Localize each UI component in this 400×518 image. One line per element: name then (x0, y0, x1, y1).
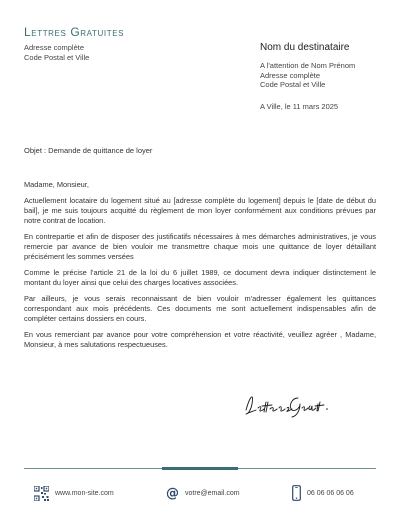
footer-phone-text: 06 06 06 06 06 (307, 489, 354, 497)
footer-email-text: votre@email.com (185, 489, 240, 497)
letter-body (24, 180, 376, 356)
footer-phone[interactable] (292, 484, 354, 502)
brand-logo: Lettres Gratuites (24, 25, 125, 39)
letter-date: A Ville, le 11 mars 2025 (260, 101, 339, 111)
footer-accent-bar (162, 467, 238, 470)
sender-address: Adresse complète (24, 43, 85, 52)
sender-postal: Code Postal et Ville (24, 52, 90, 62)
qr-code-icon (34, 486, 49, 501)
footer (0, 482, 400, 504)
letter-subject: Objet : Demande de quittance de loyer (24, 146, 153, 155)
recipient-block (260, 42, 355, 111)
recipient-name: Nom du destinataire (260, 42, 350, 53)
footer-website-text: www.mon-site.com (55, 489, 114, 497)
mobile-phone-icon (292, 485, 301, 501)
at-sign-icon: @ (166, 485, 179, 501)
letter-paragraph-2: En contrepartie et afin de disposer des justificatifs nécessaires à mes démarches administratives, je vous remercie par avance de bien vouloir me transmettre chaque mois une quittance de loyer détaillant précisément les sommes versées (24, 231, 376, 262)
footer-website[interactable] (34, 484, 114, 502)
letter-paragraph-3: Comme le précise l'article 21 de la loi du 6 juillet 1989, ce document devra indiquer distinctement le montant du loyer ainsi que celui des charges locatives associées. (24, 267, 376, 288)
letter-greeting: Madame, Monsieur, (24, 180, 89, 189)
letter-paragraph-4: Par ailleurs, je vous serais reconnaissant de bien vouloir m'adresser également les quittances correspondant aux mois précédents. Ces documents me sont actuellement indispensables afin de compléter certains dossiers en cours. (24, 293, 376, 324)
recipient-postal: Code Postal et Ville (260, 80, 326, 89)
letter-paragraph-5: En vous remerciant par avance pour votre compréhension et votre réactivité, veuillez agréer , Madame, Monsieur, à mes salutations respectueuses. (24, 329, 376, 350)
letter-paragraph-1: Actuellement locataire du logement situé au [adresse complète du logement] depuis le [date de début du bail], je me suis toujours acquitté du règlement de mon loyer conformément aux conditions prévues par notre contrat de location. (24, 195, 376, 226)
sender-block (24, 43, 89, 62)
handwritten-signature (240, 384, 330, 420)
recipient-attention: A l'attention de Nom Prénom (260, 61, 356, 70)
footer-email[interactable] (166, 484, 240, 502)
recipient-address: Adresse complète (260, 70, 321, 80)
